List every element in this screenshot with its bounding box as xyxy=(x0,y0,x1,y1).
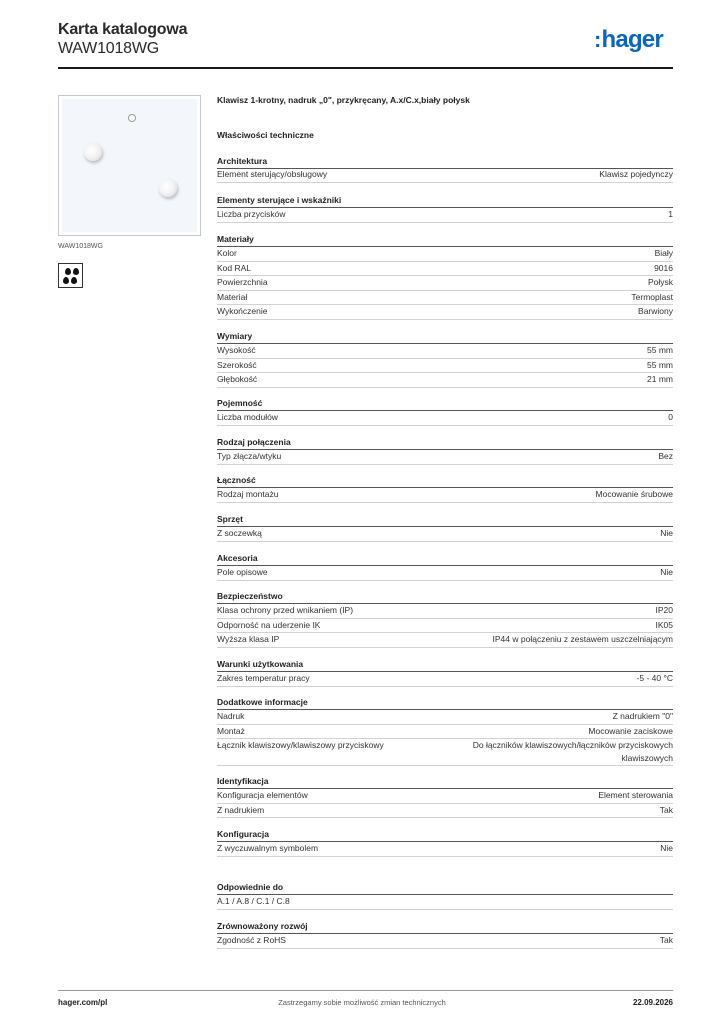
spec-value: 1 xyxy=(668,209,673,219)
spec-row xyxy=(217,344,673,359)
document-header xyxy=(58,20,187,58)
drop-icon xyxy=(71,277,77,284)
spec-label: A.1 / A.8 / C.1 / C.8 xyxy=(217,896,290,906)
spec-label: Powierzchnia xyxy=(217,277,268,287)
section-title-architektura: Architektura xyxy=(217,156,673,169)
spec-label: Głębokość xyxy=(217,374,258,384)
logo-colon-icon: : xyxy=(594,27,601,52)
spec-label: Z nadrukiem xyxy=(217,804,265,815)
spec-label: Szerokość xyxy=(217,359,257,370)
spec-label: Nadruk xyxy=(217,711,245,721)
spec-label: Liczba przycisków xyxy=(217,209,286,219)
footer-divider xyxy=(58,990,673,991)
spec-label: Klasa ochrony przed wnikaniem (IP) xyxy=(217,605,354,615)
spec-value: Klawisz pojedynczy xyxy=(599,169,673,179)
spec-row xyxy=(217,527,673,542)
spec-row xyxy=(217,276,673,291)
spec-row xyxy=(217,739,673,766)
spec-value: IP44 w połączeniu z zestawem uszczelniającym xyxy=(492,634,673,644)
section-title-sprzet: Sprzęt xyxy=(217,514,673,527)
image-caption: WAW1018WG xyxy=(58,243,103,250)
spec-label: Montaż xyxy=(217,725,245,736)
spec-value: -5 - 40 °C xyxy=(636,673,673,683)
spec-label: Element sterujący/obsługowy xyxy=(217,169,328,179)
spec-value: Mocowanie śrubowe xyxy=(595,489,673,499)
spec-value: Tak xyxy=(659,935,673,945)
spec-value: 55 mm xyxy=(647,345,673,355)
spec-row xyxy=(217,672,673,687)
section-title-pojemnosc: Pojemność xyxy=(217,398,673,411)
spec-row xyxy=(217,262,673,277)
spec-label: Liczba modułów xyxy=(217,412,278,422)
spec-row xyxy=(217,359,673,374)
section-title-lacznosc: Łączność xyxy=(217,475,673,488)
spec-value: 21 mm xyxy=(647,374,673,384)
spec-value: 55 mm xyxy=(647,359,673,370)
header-divider xyxy=(58,67,673,69)
spec-row xyxy=(217,895,673,910)
spec-row xyxy=(217,450,673,465)
spec-label: Wykończenie xyxy=(217,306,268,316)
spec-row xyxy=(217,633,673,648)
spec-row xyxy=(217,725,673,740)
spec-row xyxy=(217,488,673,503)
spec-value: Nie xyxy=(660,528,673,538)
document-title: Karta katalogowa xyxy=(58,21,188,38)
spec-value: Biały xyxy=(654,248,673,258)
spec-value: Mocowanie zaciskowe xyxy=(588,725,673,736)
spec-row xyxy=(217,804,673,819)
section-title-akcesoria: Akcesoria xyxy=(217,553,673,566)
product-code: WAW1018WG xyxy=(58,40,160,57)
spec-value: 9016 xyxy=(654,262,673,273)
spec-value: Bez xyxy=(658,451,673,461)
spec-value: Element sterowania xyxy=(598,790,673,800)
water-drops-icon xyxy=(58,263,83,288)
spec-label: Wyższa klasa IP xyxy=(217,634,280,644)
spec-row xyxy=(217,305,673,320)
button-dot xyxy=(159,179,177,197)
spec-label: Pole opisowe xyxy=(217,567,268,577)
spec-value: Termoplast xyxy=(631,291,673,302)
spec-label: Łącznik klawiszowy/klawiszowy przyciskowy xyxy=(217,740,384,750)
spec-label: Materiał xyxy=(217,291,248,302)
spec-row xyxy=(217,168,673,183)
spec-label: Z soczewką xyxy=(217,528,262,538)
spec-label: Zgodność z RoHS xyxy=(217,935,286,945)
drop-icon xyxy=(65,268,71,275)
section-title-zrownowazony: Zrównoważony rozwój xyxy=(217,921,673,934)
spec-value: Nie xyxy=(660,567,673,577)
spec-row xyxy=(217,208,673,223)
spec-row xyxy=(217,842,673,857)
spec-row xyxy=(217,710,673,725)
section-title-bezpieczenstwo: Bezpieczeństwo xyxy=(217,591,673,604)
spec-label: Odporność na uderzenie IK xyxy=(217,619,321,630)
footer-website: hager.com/pl xyxy=(58,998,108,1007)
spec-row xyxy=(217,789,673,804)
section-title-polaczenie: Rodzaj połączenia xyxy=(217,437,673,450)
spec-label: Rodzaj montażu xyxy=(217,489,279,499)
spec-value: Połysk xyxy=(647,277,673,287)
product-image xyxy=(58,95,201,236)
spec-value: IK05 xyxy=(655,619,673,630)
spec-row xyxy=(217,934,673,949)
spec-row xyxy=(217,566,673,581)
product-description: Klawisz 1-krotny, nadruk „0", przykręcany, A.x/C.x,biały połysk xyxy=(217,95,470,105)
switch-plate xyxy=(62,99,197,232)
spec-row xyxy=(217,604,673,619)
footer-date: 22.09.2026 xyxy=(632,998,673,1007)
spec-label: Kod RAL xyxy=(217,262,252,273)
spec-value: Z nadrukiem "0" xyxy=(612,711,673,721)
spec-value: Do łączników klawiszowych/łączników przyciskowych klawiszowych xyxy=(472,740,673,763)
button-dot xyxy=(84,143,102,161)
spec-label: Z wyczuwalnym symbolem xyxy=(217,843,319,853)
spec-row xyxy=(217,411,673,426)
drop-icon xyxy=(63,277,69,284)
section-title-materialy: Materiały xyxy=(217,234,673,247)
spec-label: Kolor xyxy=(217,248,237,258)
spec-row xyxy=(217,619,673,634)
section-title-elementy: Elementy sterujące i wskaźniki xyxy=(217,195,673,208)
footer-notice: Zastrzegamy sobie możliwość zmian technicznych xyxy=(278,998,446,1007)
spec-value: IP20 xyxy=(655,605,673,615)
spec-label: Konfiguracja elementów xyxy=(217,790,308,800)
spec-label: Typ złącza/wtyku xyxy=(217,451,282,461)
spec-label: Zakres temperatur pracy xyxy=(217,673,310,683)
spec-value: Nie xyxy=(660,843,673,853)
spec-row xyxy=(217,373,673,388)
drop-icon xyxy=(73,268,79,275)
spec-value: Tak xyxy=(659,804,673,815)
section-title-konfiguracja: Konfiguracja xyxy=(217,829,673,842)
section-title-dodatkowe: Dodatkowe informacje xyxy=(217,697,673,710)
properties-title: Właściwości techniczne xyxy=(217,130,314,140)
section-title-identyfikacja: Identyfikacja xyxy=(217,776,673,789)
spec-label: Wysokość xyxy=(217,345,256,355)
section-title-odpowiednie: Odpowiednie do xyxy=(217,882,673,895)
section-title-warunki: Warunki użytkowania xyxy=(217,659,673,672)
spec-value: Barwiony xyxy=(638,306,673,316)
indicator-dot xyxy=(128,114,136,122)
section-title-wymiary: Wymiary xyxy=(217,331,673,344)
spec-value: 0 xyxy=(668,412,673,422)
spec-row xyxy=(217,291,673,306)
logo-text: hager xyxy=(601,26,663,53)
spec-row xyxy=(217,247,673,262)
hager-logo xyxy=(594,27,663,53)
